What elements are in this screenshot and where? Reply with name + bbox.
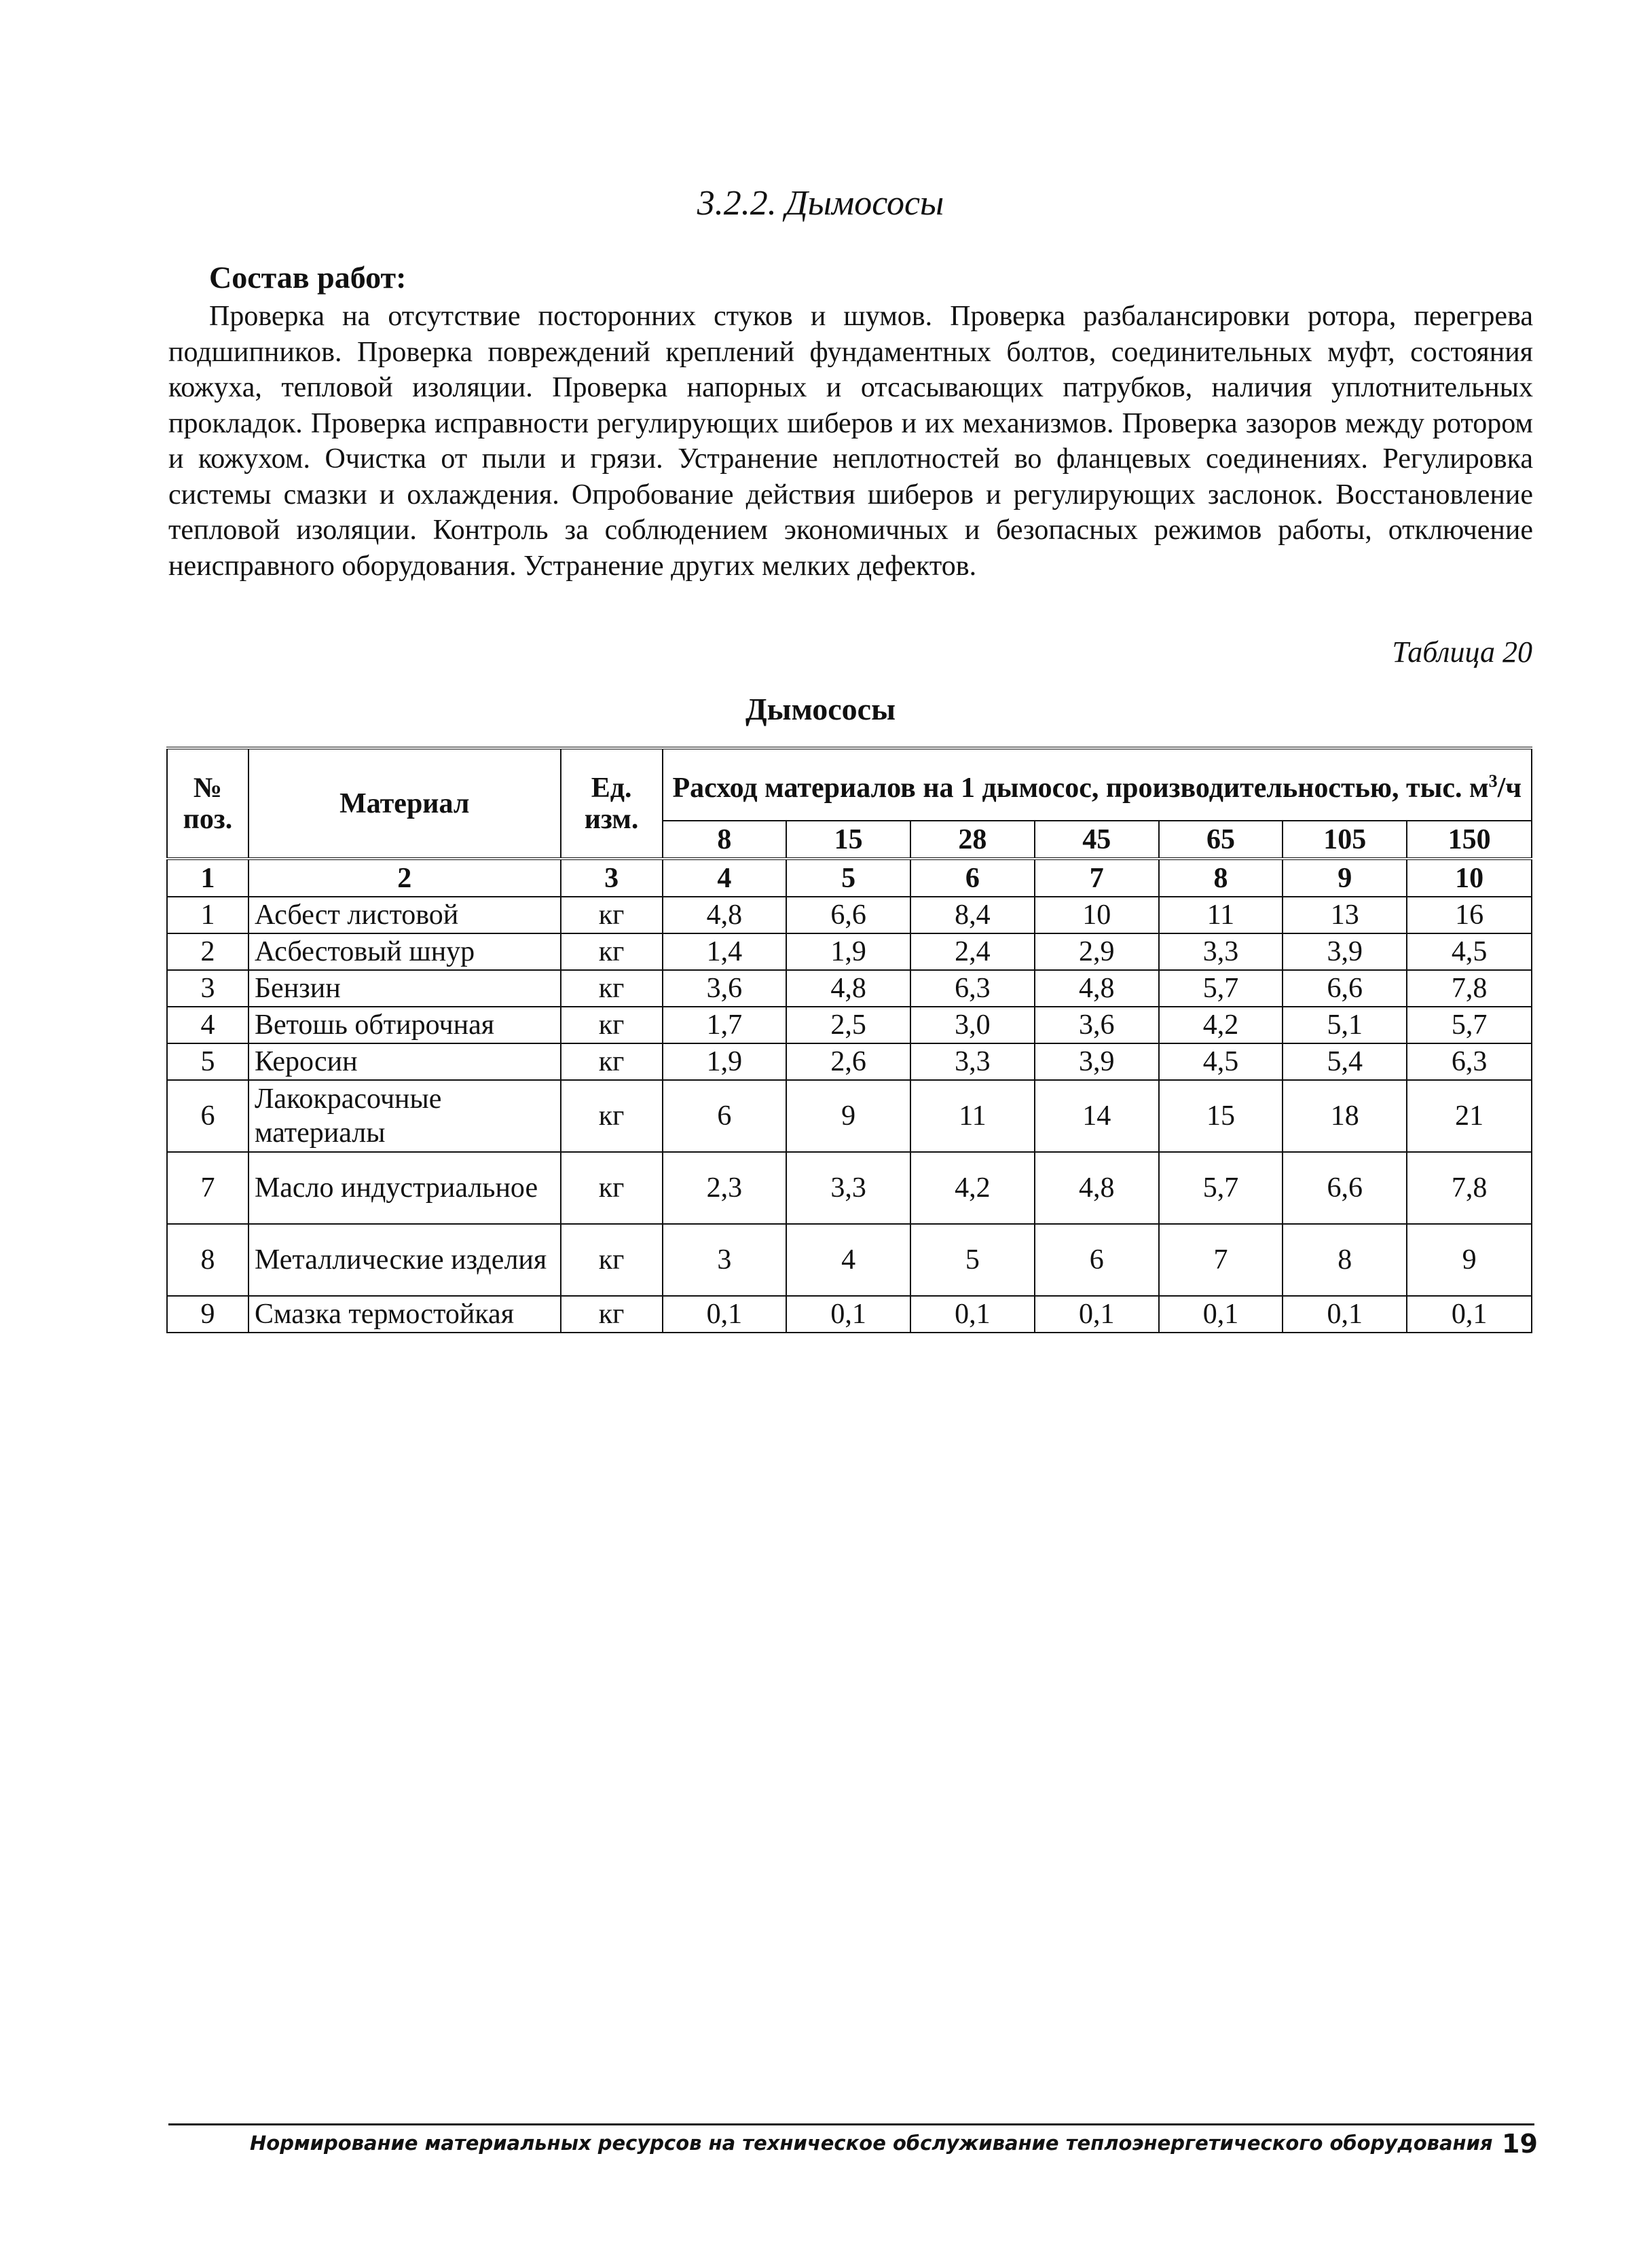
row-value: 5,7 <box>1159 1152 1283 1224</box>
row-material: Асбестовый шнур <box>248 933 561 970</box>
row-pos: 3 <box>167 970 248 1007</box>
row-value: 4,5 <box>1159 1043 1283 1080</box>
row-value: 4,8 <box>1035 1152 1159 1224</box>
column-number: 6 <box>910 859 1035 897</box>
section-title: 3.2.2. Дымососы <box>697 184 944 223</box>
work-scope-paragraph: Проверка на отсутствие посторонних стуков и шумов. Проверка разбалансировки ротора, перегрева подшипников. Проверка повреждений креплений фундаментных болтов, соединительных муфт, состояния кожуха, тепловой изоляции. Проверка напорных и отсасывающих патрубков, наличия уплотнительных прокладок. Проверка исправности регулирующих шиберов и их механизмов. Проверка зазоров между ротором и кожухом. Очистка от пыли и грязи. Устранение неплотностей во фланцевых соединениях. Регулировка системы смазки и охлаждения. Опробование действия шиберов и регулирующих заслонок. Восстановление тепловой изоляции. Контроль за соблюдением экономичных и безопасных режимов работы, отключение неисправного оборудования. Устранение других мелких дефектов. <box>168 301 1533 582</box>
table-row <box>167 933 1532 970</box>
row-material: Металлические изделия <box>248 1224 561 1296</box>
row-material: Асбест листовой <box>248 897 561 933</box>
row-value: 5,1 <box>1283 1007 1407 1043</box>
row-value: 7,8 <box>1407 970 1532 1007</box>
row-pos: 5 <box>167 1043 248 1080</box>
column-number-row <box>167 859 1532 897</box>
row-value: 3,0 <box>910 1007 1035 1043</box>
row-material: Смазка термостойкая <box>248 1296 561 1333</box>
row-value: 0,1 <box>1035 1296 1159 1333</box>
row-value: 16 <box>1407 897 1532 933</box>
row-pos: 7 <box>167 1152 248 1224</box>
table-row <box>167 1296 1532 1333</box>
column-number: 3 <box>561 859 663 897</box>
column-number: 2 <box>248 859 561 897</box>
table-body <box>167 897 1532 1333</box>
row-value: 3,3 <box>1159 933 1283 970</box>
row-pos: 2 <box>167 933 248 970</box>
materials-table <box>166 747 1532 1333</box>
header-consumption <box>663 748 1532 821</box>
column-number: 10 <box>1407 859 1532 897</box>
row-material: Лакокрасочные материалы <box>248 1080 561 1152</box>
capacity-cell: 28 <box>910 821 1035 859</box>
row-value: 4 <box>786 1224 910 1296</box>
header-consumption-suffix: /ч <box>1497 773 1522 804</box>
row-value: 6,3 <box>1407 1043 1532 1080</box>
table-row <box>167 1043 1532 1080</box>
row-value: 3,3 <box>910 1043 1035 1080</box>
page-number: 19 <box>1502 2129 1538 2159</box>
row-value: 18 <box>1283 1080 1407 1152</box>
row-value: 2,5 <box>786 1007 910 1043</box>
row-value: 6,6 <box>786 897 910 933</box>
row-value: 15 <box>1159 1080 1283 1152</box>
row-value: 8,4 <box>910 897 1035 933</box>
row-unit: кг <box>561 1080 663 1152</box>
column-number: 1 <box>167 859 248 897</box>
table-header-row <box>167 748 1532 821</box>
row-value: 6,3 <box>910 970 1035 1007</box>
row-unit: кг <box>561 933 663 970</box>
row-value: 6,6 <box>1283 970 1407 1007</box>
row-value: 4,2 <box>910 1152 1035 1224</box>
row-pos: 6 <box>167 1080 248 1152</box>
header-pos: № поз. <box>167 748 248 859</box>
column-number: 4 <box>663 859 787 897</box>
row-value: 0,1 <box>910 1296 1035 1333</box>
row-value: 2,9 <box>1035 933 1159 970</box>
row-value: 4,8 <box>663 897 787 933</box>
capacity-cell: 65 <box>1159 821 1283 859</box>
row-value: 4,8 <box>1035 970 1159 1007</box>
row-value: 5,7 <box>1407 1007 1532 1043</box>
row-value: 2,3 <box>663 1152 787 1224</box>
table-row <box>167 1152 1532 1224</box>
running-footer: Нормирование материальных ресурсов на техническое обслуживание теплоэнергетического оборудования <box>250 2132 1493 2155</box>
row-value: 0,1 <box>663 1296 787 1333</box>
row-unit: кг <box>561 1007 663 1043</box>
row-material: Масло индустриальное <box>248 1152 561 1224</box>
column-number: 7 <box>1035 859 1159 897</box>
row-value: 8 <box>1283 1224 1407 1296</box>
row-material: Ветошь обтирочная <box>248 1007 561 1043</box>
row-value: 6 <box>663 1080 787 1152</box>
row-value: 1,4 <box>663 933 787 970</box>
row-material: Керосин <box>248 1043 561 1080</box>
row-unit: кг <box>561 970 663 1007</box>
row-value: 2,6 <box>786 1043 910 1080</box>
row-unit: кг <box>561 1043 663 1080</box>
table-title: Дымососы <box>745 692 896 726</box>
row-value: 21 <box>1407 1080 1532 1152</box>
column-number: 8 <box>1159 859 1283 897</box>
row-value: 7,8 <box>1407 1152 1532 1224</box>
table-row <box>167 1007 1532 1043</box>
row-value: 10 <box>1035 897 1159 933</box>
column-number: 9 <box>1283 859 1407 897</box>
table-caption: Таблица 20 <box>1392 635 1532 669</box>
row-unit: кг <box>561 1224 663 1296</box>
work-scope-heading: Состав работ: <box>209 260 407 295</box>
row-value: 4,8 <box>786 970 910 1007</box>
row-value: 3,3 <box>786 1152 910 1224</box>
column-number: 5 <box>786 859 910 897</box>
row-value: 3,9 <box>1035 1043 1159 1080</box>
row-value: 5,7 <box>1159 970 1283 1007</box>
capacity-cell: 105 <box>1283 821 1407 859</box>
row-value: 11 <box>910 1080 1035 1152</box>
footer-rule <box>168 2123 1534 2125</box>
row-value: 3 <box>663 1224 787 1296</box>
row-value: 3,6 <box>1035 1007 1159 1043</box>
row-material: Бензин <box>248 970 561 1007</box>
row-value: 9 <box>786 1080 910 1152</box>
row-unit: кг <box>561 1152 663 1224</box>
capacity-cell: 8 <box>663 821 787 859</box>
row-pos: 8 <box>167 1224 248 1296</box>
row-value: 14 <box>1035 1080 1159 1152</box>
row-value: 6,6 <box>1283 1152 1407 1224</box>
row-value: 0,1 <box>1283 1296 1407 1333</box>
header-unit: Ед. изм. <box>561 748 663 859</box>
capacity-cell: 45 <box>1035 821 1159 859</box>
header-material: Материал <box>248 748 561 859</box>
table-row <box>167 970 1532 1007</box>
row-value: 1,7 <box>663 1007 787 1043</box>
row-value: 3,9 <box>1283 933 1407 970</box>
table-row <box>167 1224 1532 1296</box>
capacity-cell: 15 <box>786 821 910 859</box>
header-consumption-text: Расход материалов на 1 дымосос, производительностью, тыс. м <box>672 773 1489 804</box>
header-consumption-sup: 3 <box>1488 771 1498 791</box>
row-value: 2,4 <box>910 933 1035 970</box>
row-unit: кг <box>561 897 663 933</box>
row-value: 5,4 <box>1283 1043 1407 1080</box>
table-row <box>167 897 1532 933</box>
row-value: 1,9 <box>786 933 910 970</box>
row-value: 0,1 <box>1407 1296 1532 1333</box>
row-pos: 1 <box>167 897 248 933</box>
row-pos: 4 <box>167 1007 248 1043</box>
row-unit: кг <box>561 1296 663 1333</box>
row-value: 13 <box>1283 897 1407 933</box>
row-value: 6 <box>1035 1224 1159 1296</box>
row-value: 3,6 <box>663 970 787 1007</box>
row-value: 9 <box>1407 1224 1532 1296</box>
table-row <box>167 1080 1532 1152</box>
row-value: 7 <box>1159 1224 1283 1296</box>
row-value: 0,1 <box>786 1296 910 1333</box>
row-value: 0,1 <box>1159 1296 1283 1333</box>
capacity-cell: 150 <box>1407 821 1532 859</box>
row-value: 4,2 <box>1159 1007 1283 1043</box>
row-value: 11 <box>1159 897 1283 933</box>
row-value: 5 <box>910 1224 1035 1296</box>
row-pos: 9 <box>167 1296 248 1333</box>
row-value: 1,9 <box>663 1043 787 1080</box>
row-value: 4,5 <box>1407 933 1532 970</box>
